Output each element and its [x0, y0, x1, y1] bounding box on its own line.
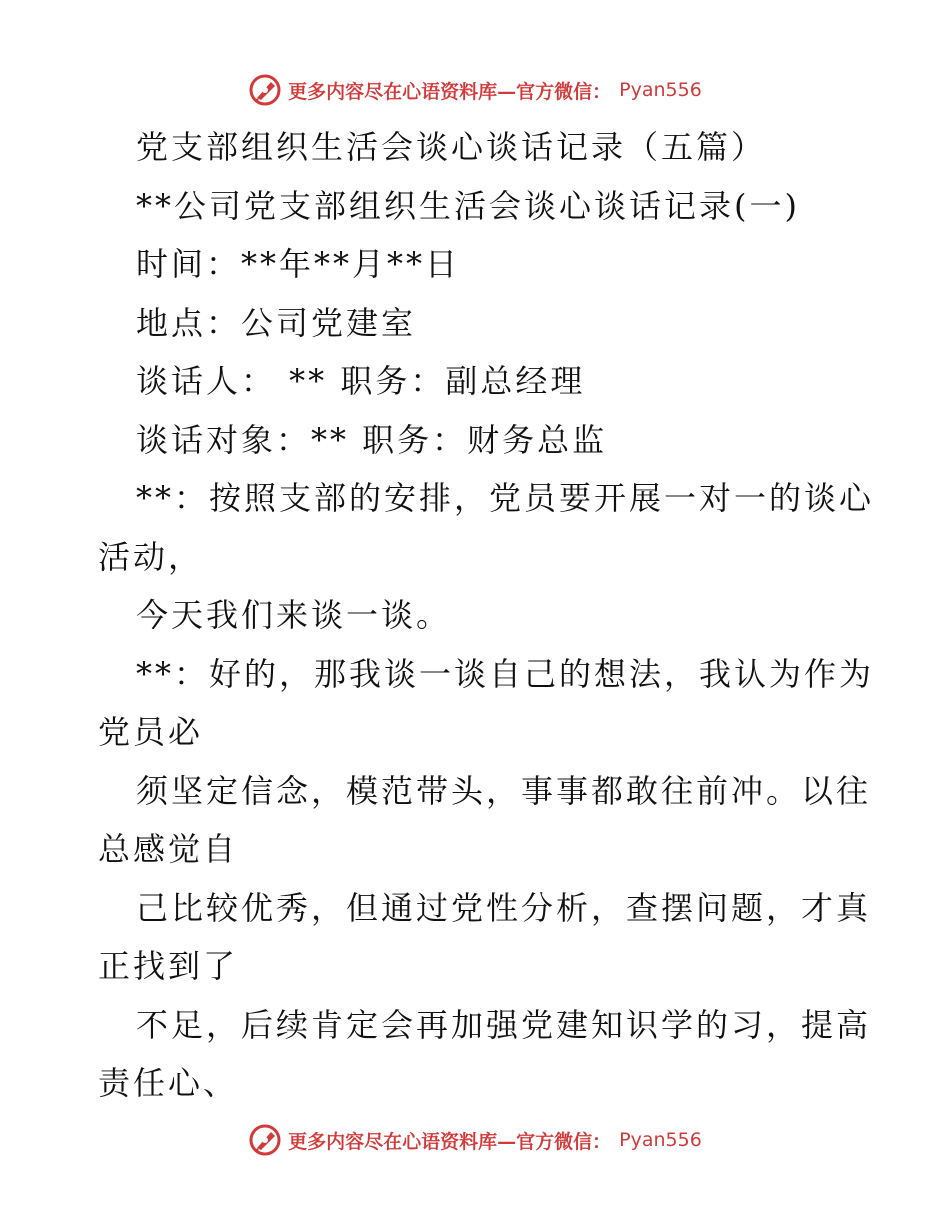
footer-watermark	[0, 1120, 950, 1160]
paragraph-line: **：按照支部的安排，党员要开展一对一的谈心	[136, 479, 875, 517]
paragraph-line: 今天我们来谈一谈。	[136, 596, 452, 634]
watermark-text: 更多内容尽在心语资料库—官方微信：	[288, 80, 612, 103]
paragraph-line: 活动，	[98, 537, 204, 576]
watermark-wechat-id: Pyan556	[619, 1129, 702, 1151]
interviewee: 谈话对象：** 职务：财务总监	[136, 420, 608, 459]
paragraph-line: 须坚定信念，模范带头，事事都敢往前冲。以往	[136, 771, 872, 810]
interviewer: 谈话人： ** 职务：副总经理	[136, 362, 586, 400]
paragraph-line: 党员必	[98, 713, 204, 751]
watermark-wechat-id: Pyan556	[619, 79, 702, 101]
paragraph-line: 不足，后续肯定会再加强党建知识学的习，提高	[136, 1005, 872, 1044]
paragraph-line: 总感觉自	[98, 830, 239, 868]
paragraph-line: 责任心、	[98, 1064, 239, 1102]
pen-logo-icon	[248, 73, 282, 107]
paragraph-line: 正找到了	[98, 947, 239, 985]
meeting-location: 地点：公司党建室	[136, 303, 417, 342]
pen-logo-icon	[248, 1123, 282, 1157]
section-heading: **公司党支部组织生活会谈心谈话记录(一)	[136, 186, 800, 225]
watermark-text: 更多内容尽在心语资料库—官方微信：	[288, 1130, 612, 1153]
watermark-group	[248, 1123, 702, 1157]
paragraph-line: 己比较优秀，但通过党性分析，查摆问题，才真	[136, 888, 872, 927]
watermark-group	[248, 73, 702, 107]
document-body	[98, 118, 875, 1113]
document-title: 党支部组织生活会谈心谈话记录（五篇）	[136, 128, 767, 166]
paragraph-line: **：好的，那我谈一谈自己的想法，我认为作为	[136, 654, 875, 693]
header-watermark	[0, 70, 950, 110]
meeting-time: 时间：**年**月**日	[136, 245, 461, 283]
